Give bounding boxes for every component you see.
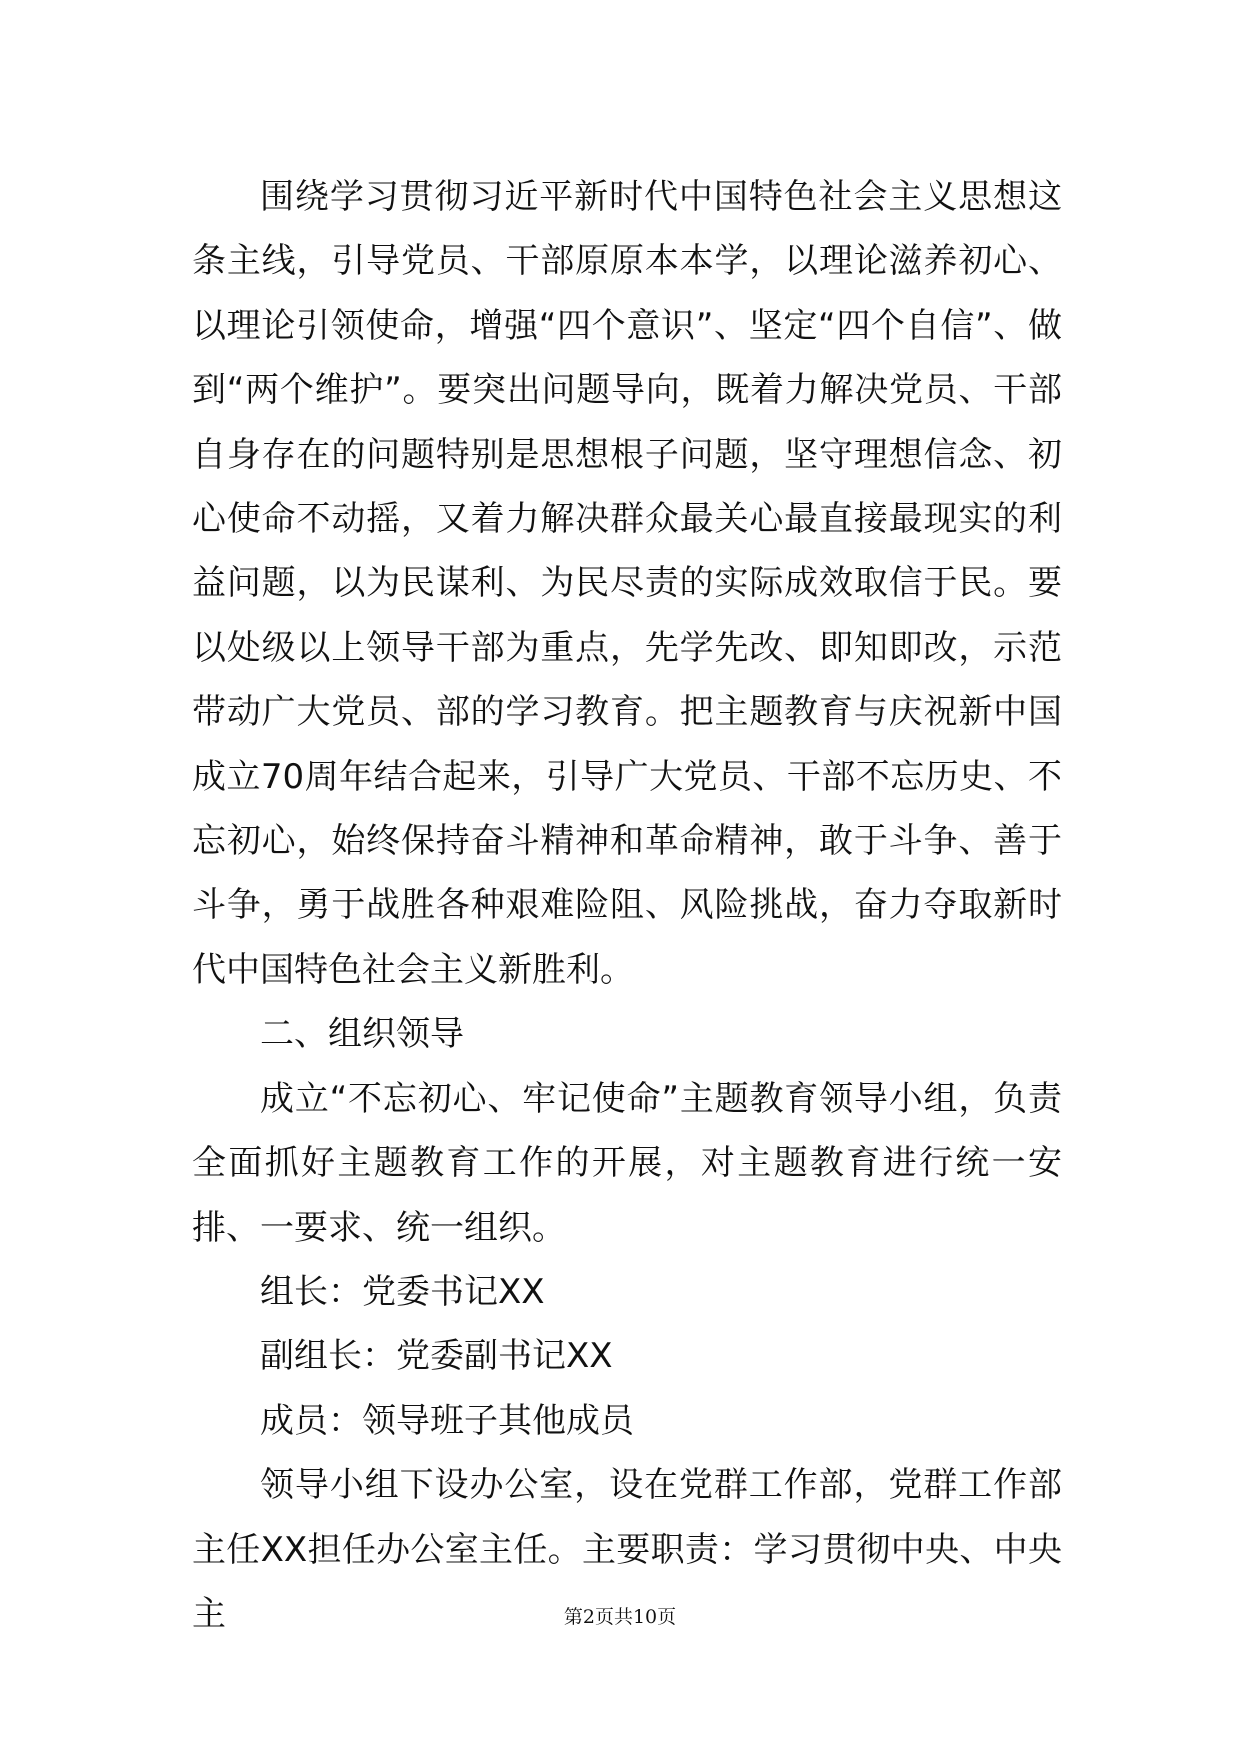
section-heading-organization: 二、组织领导 xyxy=(260,1014,464,1055)
paragraph-leading-group: 成立“不忘初心、牢记使命”主题教育领导小组，负责全面抓好主题教育工作的开展，对主题教育进行统一安排、一要求、统一组织。 xyxy=(192,1078,1062,1248)
paragraph-office: 领导小组下设办公室，设在党群工作部，党群工作部主任XX担任办公室主任。主要职责：学习贯彻中央、中央主 xyxy=(192,1465,1062,1634)
document-body xyxy=(192,165,1062,1646)
page-number-footer: 第2页共10页 xyxy=(563,1606,677,1628)
paragraph-theme-study: 围绕学习贯彻习近平新时代中国特色社会主义思想这条主线，引导党员、干部原原本本学，以理论滋养初心、以理论引领使命，增强“四个意识”、坚定“四个自信”、做到“两个维护”。要突出问题导向，既着力解决党员、干部自身存在的问题特别是思想根子问题，坚守理想信念、初心使命不动摇，又着力解决群众最关心最直接最现实的利益问题，以为民谋利、为民尽责的实际成效取信于民。要以处级以上领导干部为重点，先学先改、即知即改，示范带动广大党员、部的学习教育。把主题教育与庆祝新中国成立70周年结合起来，引导广大党员、干部不忘历史、不忘初心，始终保持奋斗精神和革命精神，敢于斗争、善于斗争，勇于战胜各种艰难险阻、风险挑战，奋力夺取新时代中国特色社会主义新胜利。 xyxy=(192,177,1062,990)
paragraph-deputy-leader: 副组长：党委副书记XX xyxy=(260,1336,613,1377)
paragraph-members: 成员：领导班子其他成员 xyxy=(260,1400,634,1441)
paragraph-group-leader: 组长：党委书记XX xyxy=(260,1271,545,1312)
